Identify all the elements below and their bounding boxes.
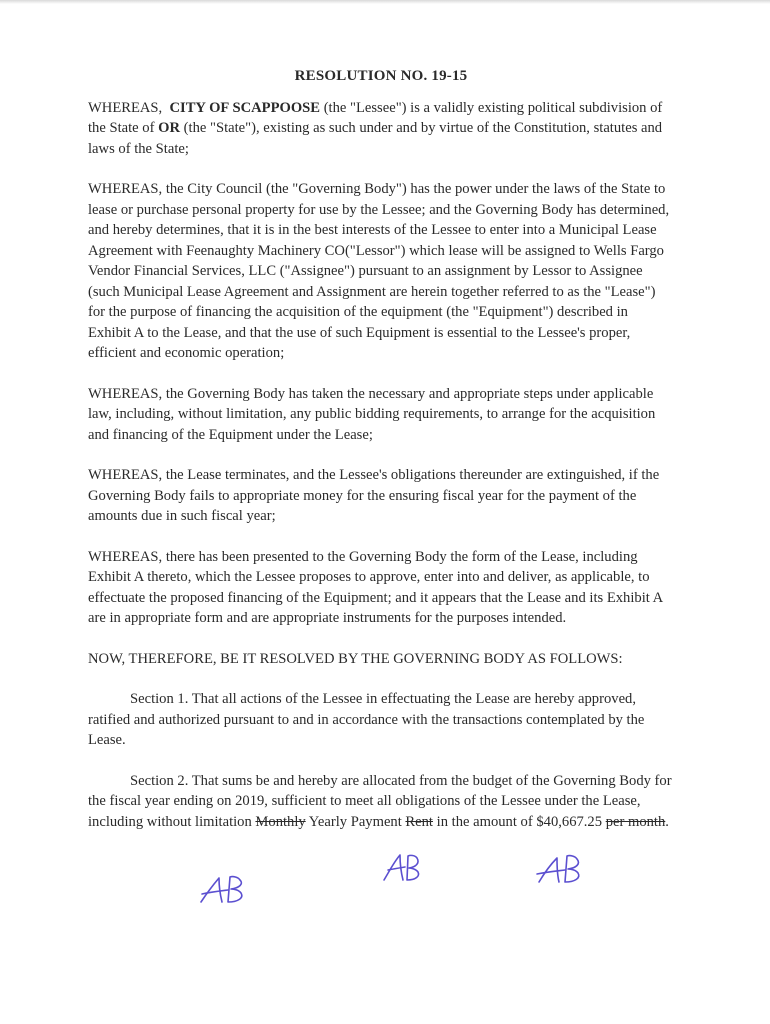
handwritten-initials-2 (535, 852, 591, 886)
scan-edge (0, 0, 770, 4)
section-2-text-1: Section 2. That sums be and hereby are allocated from the budget of the Governing Body for the fiscal year ending on 2019, sufficient to meet all obligations of the Lessee under the Lease, including without limitation (88, 772, 672, 830)
resolution-document (88, 66, 674, 852)
whereas-paragraph-2: WHEREAS, the City Council (the "Governing Body") has the power under the laws of the State to lease or purchase personal property for use by the Lessee; and the Governing Body has determined, and hereby determines, that it is in the best interests of the Lessee to enter into a Municipal Lease Agreement with Feenaughty Machinery CO("Lessor") which lease will be assigned to Wells Fargo Vendor Financial Services, LLC ("Assignee") pursuant to an assignment by Lessor to Assignee (such Municipal Lease Agreement and Assignment are herein together referred to as the "Lease") for the purpose of financing the acquisition of the equipment (the "Equipment") described in Exhibit A to the Lease, and that the use of such Equipment is essential to the Lessee's proper, efficient and economic operation; (88, 181, 670, 361)
struck-words-per-month: per month (605, 813, 666, 830)
document-title: RESOLUTION NO. 19-15 (294, 68, 468, 84)
struck-word-rent: Rent (405, 813, 433, 830)
state-name: OR (158, 120, 181, 136)
section-2-text-4: . (665, 813, 669, 830)
whereas-paragraph-4: WHEREAS, the Lease terminates, and the Lessee's obligations thereunder are extinguished, if the Governing Body fails to appropriate money for the ensuring fiscal year for the payment of the amounts due in such fiscal year; (88, 467, 660, 524)
handwritten-initials-1 (380, 852, 430, 884)
whereas-paragraph-1 (88, 98, 674, 160)
whereas-paragraph-3: WHEREAS, the Governing Body has taken the necessary and appropriate steps under applicable law, including, without limitation, any public bidding requirements, to arrange for the acquisition and financing of the Equipment under the Lease; (88, 385, 656, 443)
struck-word-monthly: Monthly (255, 813, 306, 830)
handwritten-initials-3 (198, 872, 254, 906)
p1-text-1: (the "Lessee") is a validly existing political subdivision of the State of (88, 99, 663, 136)
section-2 (88, 771, 674, 833)
whereas-paragraph-5: WHEREAS, there has been presented to the Governing Body the form of the Lease, including Exhibit A thereto, which the Lessee proposes to approve, enter into and deliver, as applicable, to effectuate the proposed financing of the Equipment; and it appears that the Lease and its Exhibit A are in appropriate form and are appropriate instruments for the purposes intended. (88, 548, 663, 626)
section-1: Section 1. That all actions of the Lessee in effectuating the Lease are hereby approved, ratified and authorized pursuant to and in accordance with the transactions contemplated by the Lease. (88, 691, 645, 748)
whereas-keyword: WHEREAS, (88, 99, 163, 116)
resolved-heading: NOW, THEREFORE, BE IT RESOLVED BY THE GOVERNING BODY AS FOLLOWS: (88, 650, 623, 667)
lessee-name: CITY OF SCAPPOOSE (169, 99, 321, 116)
p1-text-2: (the "State"), existing as such under and by virtue of the Constitution, statutes and laws of the State; (88, 120, 663, 157)
section-2-text-2: Yearly Payment (305, 813, 406, 830)
section-2-text-3: in the amount of $40,667.25 (433, 813, 606, 830)
